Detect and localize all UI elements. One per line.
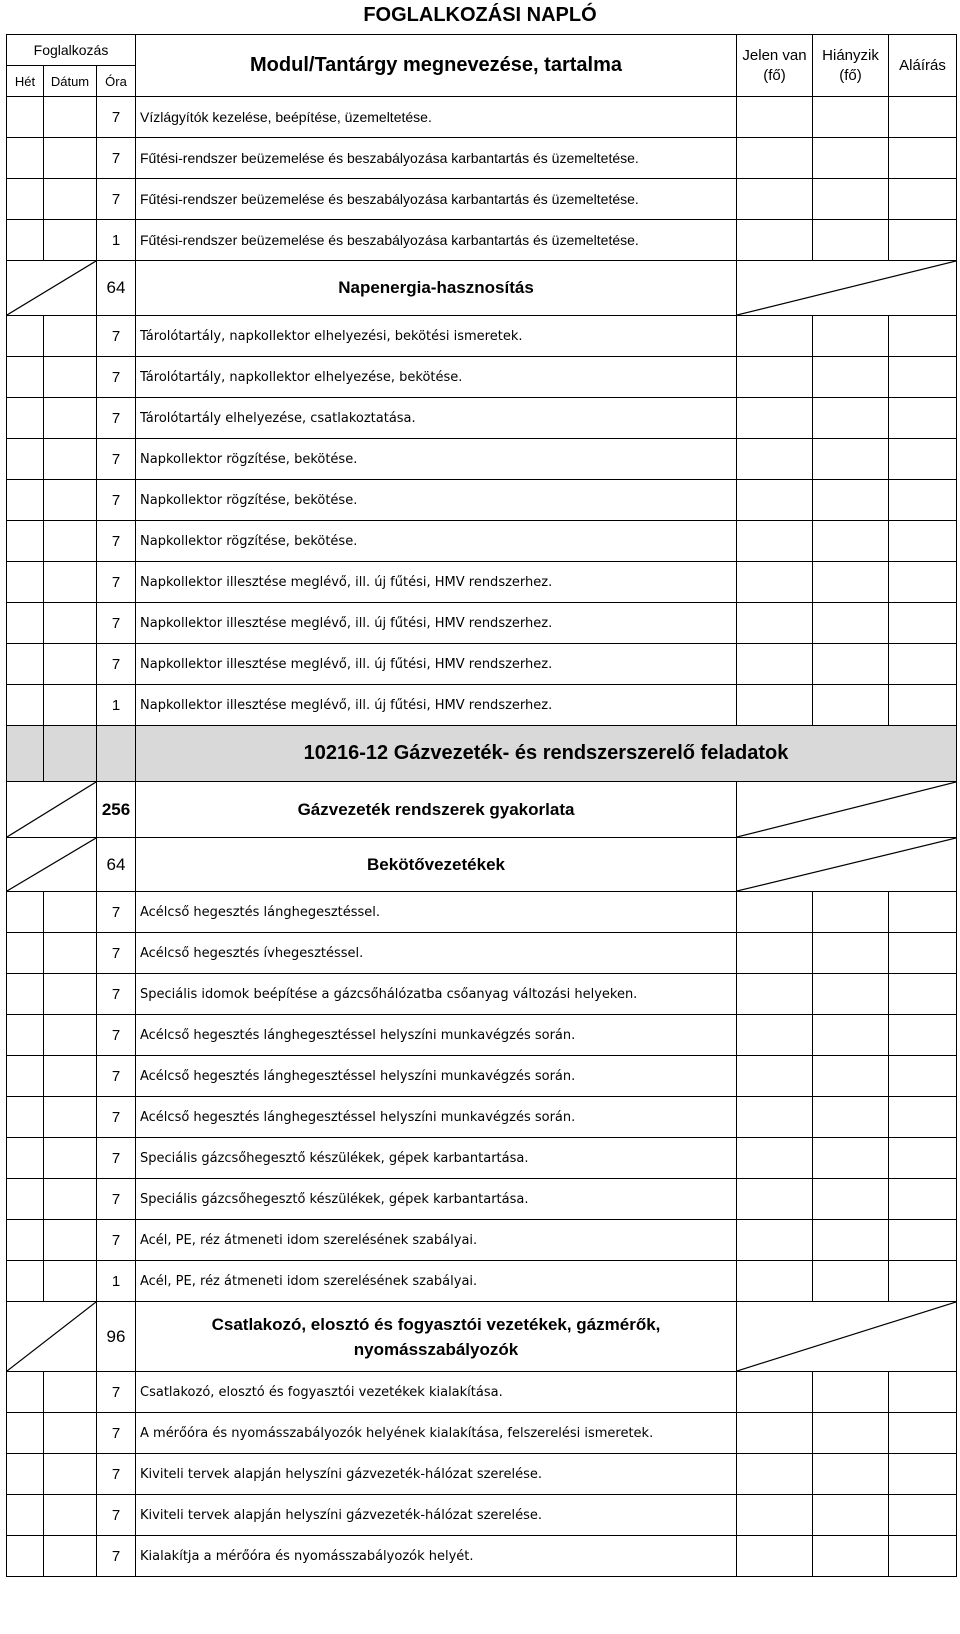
hianyzik-cell[interactable] (813, 1261, 889, 1302)
hours-cell: 1 (97, 1261, 136, 1302)
header-row-top (7, 35, 957, 66)
alairas-cell[interactable] (889, 1536, 957, 1577)
hianyzik-cell[interactable] (813, 1220, 889, 1261)
alairas-cell[interactable] (889, 933, 957, 974)
hours-cell: 7 (97, 138, 136, 179)
het-cell[interactable] (7, 439, 44, 480)
log-row (7, 97, 957, 138)
hours-cell: 7 (97, 1413, 136, 1454)
alairas-cell[interactable] (889, 97, 957, 138)
het-cell[interactable] (7, 1413, 44, 1454)
section-csatlakozo (7, 1302, 957, 1372)
section-hours: 96 (97, 1302, 136, 1372)
het-cell[interactable] (7, 1097, 44, 1138)
log-row (7, 220, 957, 261)
module-banner (7, 726, 957, 782)
log-row (7, 439, 957, 480)
jelen-van-cell[interactable] (737, 97, 813, 138)
alairas-cell[interactable] (889, 1454, 957, 1495)
het-cell[interactable] (7, 603, 44, 644)
datum-cell[interactable] (44, 1015, 97, 1056)
het-cell[interactable] (7, 892, 44, 933)
datum-cell[interactable] (44, 1454, 97, 1495)
hianyzik-cell[interactable] (813, 1372, 889, 1413)
hianyzik-cell[interactable] (813, 562, 889, 603)
hours-cell: 1 (97, 220, 136, 261)
datum-cell[interactable] (44, 603, 97, 644)
section-title: Napenergia-hasznosítás (136, 261, 737, 316)
hours-cell: 7 (97, 1097, 136, 1138)
datum-cell[interactable] (44, 1261, 97, 1302)
hianyzik-cell[interactable] (813, 1413, 889, 1454)
hours-cell: 7 (97, 179, 136, 220)
topic-cell: Fűtési-rendszer beüzemelése és beszabályozása karbantartás és üzemeltetése. (136, 179, 737, 220)
datum-cell[interactable] (44, 179, 97, 220)
hianyzik-cell[interactable] (813, 1097, 889, 1138)
hours-cell: 7 (97, 1220, 136, 1261)
datum-cell[interactable] (44, 1097, 97, 1138)
hours-cell: 7 (97, 1138, 136, 1179)
log-row (7, 480, 957, 521)
topic-cell: Kialakítja a mérőóra és nyomásszabályozók helyét. (136, 1536, 737, 1577)
alairas-cell[interactable] (889, 1056, 957, 1097)
hours-cell: 7 (97, 439, 136, 480)
hianyzik-cell[interactable] (813, 480, 889, 521)
hours-cell: 7 (97, 1056, 136, 1097)
datum-cell[interactable] (44, 220, 97, 261)
jelen-van-cell[interactable] (737, 138, 813, 179)
topic-cell: Fűtési-rendszer beüzemelése és beszabályozása karbantartás és üzemeltetése. (136, 138, 737, 179)
alairas-cell[interactable] (889, 357, 957, 398)
topic-cell: Acélcső hegesztés ívhegesztéssel. (136, 933, 737, 974)
hianyzik-cell[interactable] (813, 97, 889, 138)
hours-cell: 7 (97, 1495, 136, 1536)
jelen-van-cell[interactable] (737, 685, 813, 726)
het-cell[interactable] (7, 1015, 44, 1056)
jelen-van-cell[interactable] (737, 179, 813, 220)
page-title: FOGLALKOZÁSI NAPLÓ (363, 4, 597, 26)
topic-cell: Kiviteli tervek alapján helyszíni gázvezeték-hálózat szerelése. (136, 1454, 737, 1495)
datum-cell[interactable] (44, 398, 97, 439)
jelen-van-cell[interactable] (737, 1495, 813, 1536)
topic-cell: Vízlágyítók kezelése, beépítése, üzemeltetése. (136, 97, 737, 138)
hours-cell: 7 (97, 1179, 136, 1220)
topic-cell: Speciális gázcsőhegesztő készülékek, gépek karbantartása. (136, 1138, 737, 1179)
modul-header: Modul/Tantárgy megnevezése, tartalma (136, 35, 737, 97)
log-row (7, 1454, 957, 1495)
alairas-cell[interactable] (889, 1413, 957, 1454)
log-row (7, 1015, 957, 1056)
topic-cell: Tárolótartály, napkollektor elhelyezési, bekötési ismeretek. (136, 316, 737, 357)
section-gazvezetek (7, 782, 957, 838)
hours-cell: 7 (97, 603, 136, 644)
het-header: Hét (7, 66, 44, 97)
log-table (6, 34, 957, 1577)
hianyzik-cell[interactable] (813, 974, 889, 1015)
topic-cell: Acélcső hegesztés lánghegesztéssel helyszíni munkavégzés során. (136, 1056, 737, 1097)
hianyzik-cell[interactable] (813, 644, 889, 685)
topic-cell: Napkollektor rögzítése, bekötése. (136, 439, 737, 480)
hours-cell: 7 (97, 316, 136, 357)
hianyzik-cell[interactable] (813, 933, 889, 974)
section-title: Gázvezeték rendszerek gyakorlata (136, 782, 737, 838)
module-banner-title: 10216-12 Gázvezeték- és rendszerszerelő feladatok (136, 726, 957, 782)
hours-cell: 7 (97, 892, 136, 933)
section-diagonal (7, 838, 97, 892)
hours-cell: 7 (97, 357, 136, 398)
datum-cell[interactable] (44, 1179, 97, 1220)
het-cell[interactable] (7, 1056, 44, 1097)
topic-cell: Napkollektor rögzítése, bekötése. (136, 521, 737, 562)
het-cell[interactable] (7, 1372, 44, 1413)
section-diagonal-right (737, 838, 957, 892)
het-cell[interactable] (7, 974, 44, 1015)
hianyzik-cell[interactable] (813, 1138, 889, 1179)
alairas-cell[interactable] (889, 1015, 957, 1056)
het-cell[interactable] (7, 933, 44, 974)
topic-cell: Kiviteli tervek alapján helyszíni gázvezeték-hálózat szerelése. (136, 1495, 737, 1536)
jelen-van-cell[interactable] (737, 1372, 813, 1413)
hianyzik-cell[interactable] (813, 892, 889, 933)
het-cell[interactable] (7, 398, 44, 439)
log-row (7, 1056, 957, 1097)
log-row (7, 974, 957, 1015)
jelen-van-header: Jelen van (fő) (737, 35, 813, 97)
topic-cell: Acélcső hegesztés lánghegesztéssel. (136, 892, 737, 933)
het-cell[interactable] (7, 562, 44, 603)
alairas-cell[interactable] (889, 480, 957, 521)
datum-cell[interactable] (44, 685, 97, 726)
datum-cell[interactable] (44, 521, 97, 562)
hours-cell: 7 (97, 398, 136, 439)
jelen-van-cell[interactable] (737, 974, 813, 1015)
jelen-van-cell[interactable] (737, 1220, 813, 1261)
topic-cell: Napkollektor illesztése meglévő, ill. új fűtési, HMV rendszerhez. (136, 685, 737, 726)
datum-cell[interactable] (44, 1372, 97, 1413)
section-title: Bekötővezetékek (136, 838, 737, 892)
hours-cell: 7 (97, 933, 136, 974)
jelen-van-cell[interactable] (737, 398, 813, 439)
hianyzik-cell[interactable] (813, 1454, 889, 1495)
het-cell[interactable] (7, 1138, 44, 1179)
hours-cell: 7 (97, 1372, 136, 1413)
alairas-cell[interactable] (889, 220, 957, 261)
alairas-cell[interactable] (889, 439, 957, 480)
topic-cell: Fűtési-rendszer beüzemelése és beszabályozása karbantartás és üzemeltetése. (136, 220, 737, 261)
alairas-cell[interactable] (889, 398, 957, 439)
log-row (7, 1536, 957, 1577)
log-row (7, 1138, 957, 1179)
topic-cell: Napkollektor illesztése meglévő, ill. új fűtési, HMV rendszerhez. (136, 562, 737, 603)
jelen-van-cell[interactable] (737, 1179, 813, 1220)
datum-cell[interactable] (44, 138, 97, 179)
hianyzik-cell[interactable] (813, 685, 889, 726)
alairas-header: Aláírás (889, 35, 957, 97)
log-row (7, 1372, 957, 1413)
datum-cell[interactable] (44, 644, 97, 685)
alairas-cell[interactable] (889, 603, 957, 644)
hours-cell: 7 (97, 1015, 136, 1056)
jelen-van-cell[interactable] (737, 562, 813, 603)
banner-cell (44, 726, 97, 782)
datum-cell[interactable] (44, 1413, 97, 1454)
alairas-cell[interactable] (889, 521, 957, 562)
log-row (7, 1097, 957, 1138)
hours-cell: 7 (97, 562, 136, 603)
topic-cell: A mérőóra és nyomásszabályozók helyének kialakítása, felszerelési ismeretek. (136, 1413, 737, 1454)
log-row (7, 1413, 957, 1454)
log-row (7, 521, 957, 562)
jelen-van-cell[interactable] (737, 480, 813, 521)
jelen-van-cell[interactable] (737, 1413, 813, 1454)
alairas-cell[interactable] (889, 1220, 957, 1261)
hours-cell: 7 (97, 1454, 136, 1495)
log-row (7, 357, 957, 398)
het-cell[interactable] (7, 1454, 44, 1495)
ora-header: Óra (97, 66, 136, 97)
log-row (7, 685, 957, 726)
hianyzik-cell[interactable] (813, 1495, 889, 1536)
het-cell[interactable] (7, 644, 44, 685)
jelen-van-cell[interactable] (737, 1015, 813, 1056)
section-hours: 64 (97, 261, 136, 316)
datum-cell[interactable] (44, 480, 97, 521)
alairas-cell[interactable] (889, 316, 957, 357)
datum-cell[interactable] (44, 933, 97, 974)
het-cell[interactable] (7, 1495, 44, 1536)
alairas-cell[interactable] (889, 974, 957, 1015)
log-row (7, 892, 957, 933)
alairas-cell[interactable] (889, 644, 957, 685)
section-diagonal (7, 261, 97, 316)
section-hours: 256 (97, 782, 136, 838)
jelen-van-cell[interactable] (737, 933, 813, 974)
log-row (7, 1261, 957, 1302)
alairas-cell[interactable] (889, 685, 957, 726)
datum-cell[interactable] (44, 974, 97, 1015)
alairas-cell[interactable] (889, 562, 957, 603)
datum-cell[interactable] (44, 562, 97, 603)
het-cell[interactable] (7, 220, 44, 261)
section-diagonal-right (737, 1302, 957, 1372)
het-cell[interactable] (7, 480, 44, 521)
topic-cell: Speciális idomok beépítése a gázcsőhálózatba csőanyag változási helyeken. (136, 974, 737, 1015)
section-title: Csatlakozó, elosztó és fogyasztói vezetékek, gázmérők, nyomásszabályozók (136, 1302, 737, 1372)
topic-cell: Speciális gázcsőhegesztő készülékek, gépek karbantartása. (136, 1179, 737, 1220)
alairas-cell[interactable] (889, 1179, 957, 1220)
jelen-van-cell[interactable] (737, 1097, 813, 1138)
hianyzik-cell[interactable] (813, 138, 889, 179)
hianyzik-cell[interactable] (813, 398, 889, 439)
section-diagonal (7, 782, 97, 838)
hianyzik-cell[interactable] (813, 1536, 889, 1577)
alairas-cell[interactable] (889, 1261, 957, 1302)
datum-cell[interactable] (44, 1220, 97, 1261)
hianyzik-cell[interactable] (813, 316, 889, 357)
hianyzik-cell[interactable] (813, 1015, 889, 1056)
topic-cell: Tárolótartály elhelyezése, csatlakoztatása. (136, 398, 737, 439)
datum-cell[interactable] (44, 892, 97, 933)
het-cell[interactable] (7, 357, 44, 398)
hianyzik-cell[interactable] (813, 603, 889, 644)
jelen-van-cell[interactable] (737, 521, 813, 562)
hianyzik-cell[interactable] (813, 521, 889, 562)
jelen-van-cell[interactable] (737, 357, 813, 398)
datum-cell[interactable] (44, 1056, 97, 1097)
topic-cell: Acél, PE, réz átmeneti idom szerelésének szabályai. (136, 1261, 737, 1302)
alairas-cell[interactable] (889, 179, 957, 220)
hianyzik-cell[interactable] (813, 1056, 889, 1097)
datum-header: Dátum (44, 66, 97, 97)
jelen-van-cell[interactable] (737, 1138, 813, 1179)
alairas-cell[interactable] (889, 1138, 957, 1179)
hours-cell: 7 (97, 644, 136, 685)
log-row (7, 1179, 957, 1220)
het-cell[interactable] (7, 179, 44, 220)
hours-cell: 7 (97, 974, 136, 1015)
alairas-cell[interactable] (889, 1372, 957, 1413)
alairas-cell[interactable] (889, 1097, 957, 1138)
datum-cell[interactable] (44, 97, 97, 138)
het-cell[interactable] (7, 316, 44, 357)
jelen-van-cell[interactable] (737, 603, 813, 644)
datum-cell[interactable] (44, 316, 97, 357)
jelen-van-cell[interactable] (737, 1536, 813, 1577)
het-cell[interactable] (7, 685, 44, 726)
jelen-van-cell[interactable] (737, 644, 813, 685)
hianyzik-cell[interactable] (813, 439, 889, 480)
datum-cell[interactable] (44, 439, 97, 480)
jelen-van-cell[interactable] (737, 316, 813, 357)
alairas-cell[interactable] (889, 892, 957, 933)
hours-cell: 7 (97, 480, 136, 521)
topic-cell: Napkollektor rögzítése, bekötése. (136, 480, 737, 521)
log-row (7, 316, 957, 357)
hours-cell: 7 (97, 1536, 136, 1577)
foglalkozas-header: Foglalkozás (7, 35, 136, 66)
log-row (7, 398, 957, 439)
het-cell[interactable] (7, 1220, 44, 1261)
hianyzik-cell[interactable] (813, 1179, 889, 1220)
jelen-van-cell[interactable] (737, 1261, 813, 1302)
het-cell[interactable] (7, 138, 44, 179)
banner-cell (7, 726, 44, 782)
hianyzik-cell[interactable] (813, 179, 889, 220)
log-row (7, 1495, 957, 1536)
topic-cell: Acélcső hegesztés lánghegesztéssel helyszíni munkavégzés során. (136, 1097, 737, 1138)
topic-cell: Acél, PE, réz átmeneti idom szerelésének szabályai. (136, 1220, 737, 1261)
section-hours: 64 (97, 838, 136, 892)
topic-cell: Tárolótartály, napkollektor elhelyezése, bekötése. (136, 357, 737, 398)
hianyzik-cell[interactable] (813, 357, 889, 398)
jelen-van-cell[interactable] (737, 892, 813, 933)
datum-cell[interactable] (44, 357, 97, 398)
hianyzik-cell[interactable] (813, 220, 889, 261)
section-diagonal (7, 1302, 97, 1372)
alairas-cell[interactable] (889, 1495, 957, 1536)
jelen-van-cell[interactable] (737, 439, 813, 480)
jelen-van-cell[interactable] (737, 220, 813, 261)
section-napenergia (7, 261, 957, 316)
topic-cell: Napkollektor illesztése meglévő, ill. új fűtési, HMV rendszerhez. (136, 603, 737, 644)
jelen-van-cell[interactable] (737, 1454, 813, 1495)
log-row (7, 1220, 957, 1261)
log-row (7, 644, 957, 685)
topic-cell: Acélcső hegesztés lánghegesztéssel helyszíni munkavégzés során. (136, 1015, 737, 1056)
het-cell[interactable] (7, 1179, 44, 1220)
datum-cell[interactable] (44, 1536, 97, 1577)
alairas-cell[interactable] (889, 138, 957, 179)
hours-cell: 7 (97, 521, 136, 562)
het-cell[interactable] (7, 97, 44, 138)
datum-cell[interactable] (44, 1138, 97, 1179)
topic-cell: Csatlakozó, elosztó és fogyasztói vezetékek kialakítása. (136, 1372, 737, 1413)
hours-cell: 1 (97, 685, 136, 726)
section-bekotovezetekek (7, 838, 957, 892)
log-row (7, 933, 957, 974)
het-cell[interactable] (7, 1536, 44, 1577)
log-row (7, 603, 957, 644)
het-cell[interactable] (7, 1261, 44, 1302)
hours-cell: 7 (97, 97, 136, 138)
datum-cell[interactable] (44, 1495, 97, 1536)
section-diagonal-right (737, 782, 957, 838)
log-row (7, 179, 957, 220)
banner-cell (97, 726, 136, 782)
log-row (7, 138, 957, 179)
log-row (7, 562, 957, 603)
jelen-van-cell[interactable] (737, 1056, 813, 1097)
het-cell[interactable] (7, 521, 44, 562)
hianyzik-header: Hiányzik (fő) (813, 35, 889, 97)
section-diagonal-right (737, 261, 957, 316)
topic-cell: Napkollektor illesztése meglévő, ill. új fűtési, HMV rendszerhez. (136, 644, 737, 685)
